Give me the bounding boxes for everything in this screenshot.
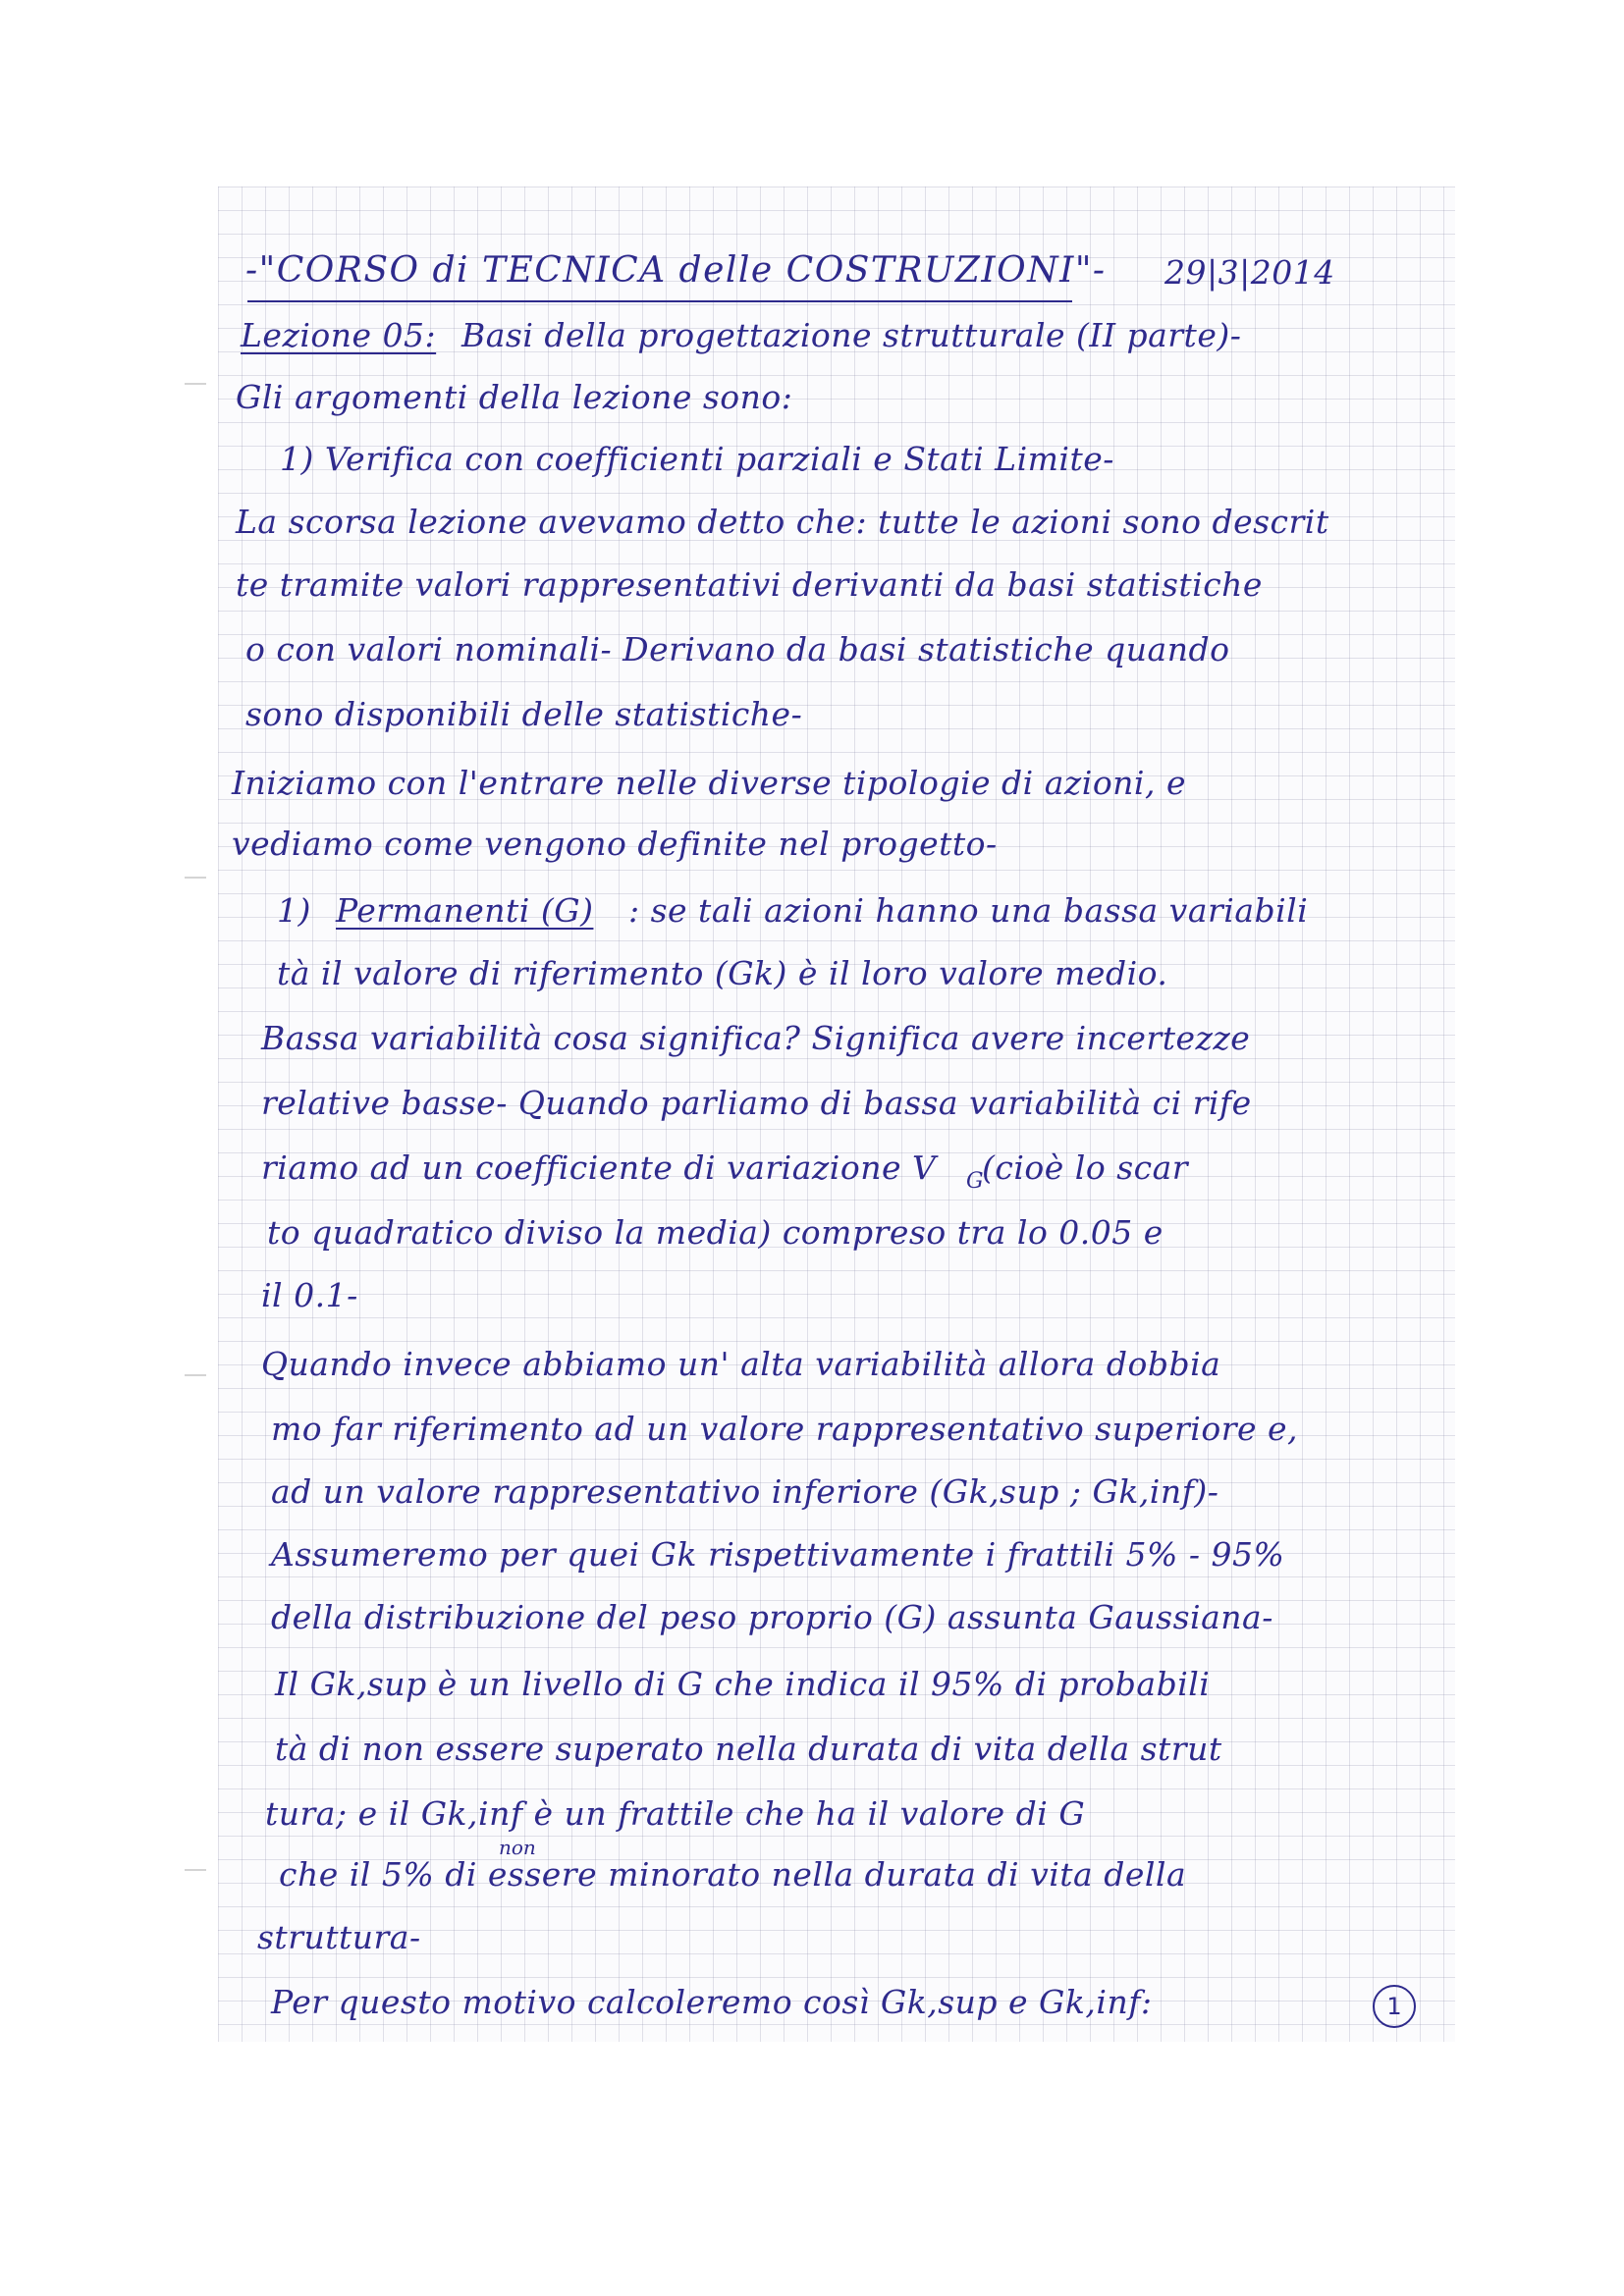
text-line: tura; e il Gk,inf è un frattile che ha il valore di G [265, 1794, 1086, 1833]
text-line: Quando invece abbiamo un' alta variabilità allora dobbia [261, 1345, 1221, 1383]
text-line: o con valori nominali- Derivano da basi statistiche quando [245, 630, 1230, 668]
text-line: relative basse- Quando parliamo di bassa variabilità ci rife [261, 1084, 1252, 1122]
lesson-topic: Basi della progettazione strutturale (II parte)- [461, 316, 1242, 354]
text-line: 1) Verifica con coefficienti parziali e Stati Limite- [280, 440, 1114, 478]
text-line: Gli argomenti della lezione sono: [236, 378, 793, 416]
text-line: riamo ad un coefficiente di variazione V [261, 1148, 937, 1187]
text-line: Assumeremo per quei Gk rispettivamente i frattili 5% - 95% [271, 1535, 1285, 1574]
page-number: 1 [1373, 1985, 1416, 2028]
text-line: (cioè lo scar [982, 1148, 1189, 1187]
text-line: Iniziamo con l'entrare nelle diverse tipologie di azioni, e [232, 764, 1186, 802]
insert-note: non [499, 1836, 536, 1859]
punch-mark [185, 1869, 206, 1871]
text-line: il 0.1- [261, 1276, 358, 1314]
text-line: La scorsa lezione avevamo detto che: tutte le azioni sono descrit [236, 503, 1329, 541]
permanent-heading: Permanenti (G) [336, 891, 594, 930]
text-line: Il Gk,sup è un livello di G che indica il 95% di probabili [275, 1665, 1211, 1703]
text-line: sono disponibili delle statistiche- [245, 695, 803, 733]
vg-subscript: G [966, 1169, 985, 1194]
text-line: tà di non essere superato nella durata di vita della strut [275, 1730, 1222, 1768]
course-title: -"CORSO di TECNICA delle COSTRUZIONI"- [245, 250, 1107, 291]
text-line: struttura- [257, 1918, 421, 1956]
punch-mark [185, 1374, 206, 1376]
text-line: mo far riferimento ad un valore rappresentativo superiore e, [271, 1410, 1299, 1448]
text-line: te tramite valori rappresentativi derivanti da basi statistiche [236, 565, 1263, 604]
text-line: to quadratico diviso la media) compreso tra lo 0.05 e [267, 1213, 1164, 1252]
title-underline [247, 300, 1072, 302]
text-line: vediamo come vengono definite nel progetto- [232, 825, 998, 863]
text-line: ad un valore rappresentativo inferiore (Gk,sup ; Gk,inf)- [271, 1472, 1219, 1511]
text-line: Bassa variabilità cosa significa? Significa avere incertezze [261, 1019, 1251, 1057]
text-line: : se tali azioni hanno una bassa variabili [628, 891, 1309, 930]
punch-mark [185, 877, 206, 879]
list-number: 1) [277, 891, 311, 930]
punch-mark [185, 383, 206, 385]
text-line: Per questo motivo calcoleremo così Gk,sup e Gk,inf: [271, 1983, 1153, 2021]
text-line: della distribuzione del peso proprio (G) assunta Gaussiana- [271, 1598, 1273, 1636]
lesson-label: Lezione 05: [241, 316, 437, 354]
text-line: tà il valore di riferimento (Gk) è il loro valore medio. [277, 954, 1168, 992]
note-date: 29|3|2014 [1164, 253, 1335, 292]
text-line: che il 5% di essere minorato nella durata di vita della [279, 1855, 1187, 1894]
